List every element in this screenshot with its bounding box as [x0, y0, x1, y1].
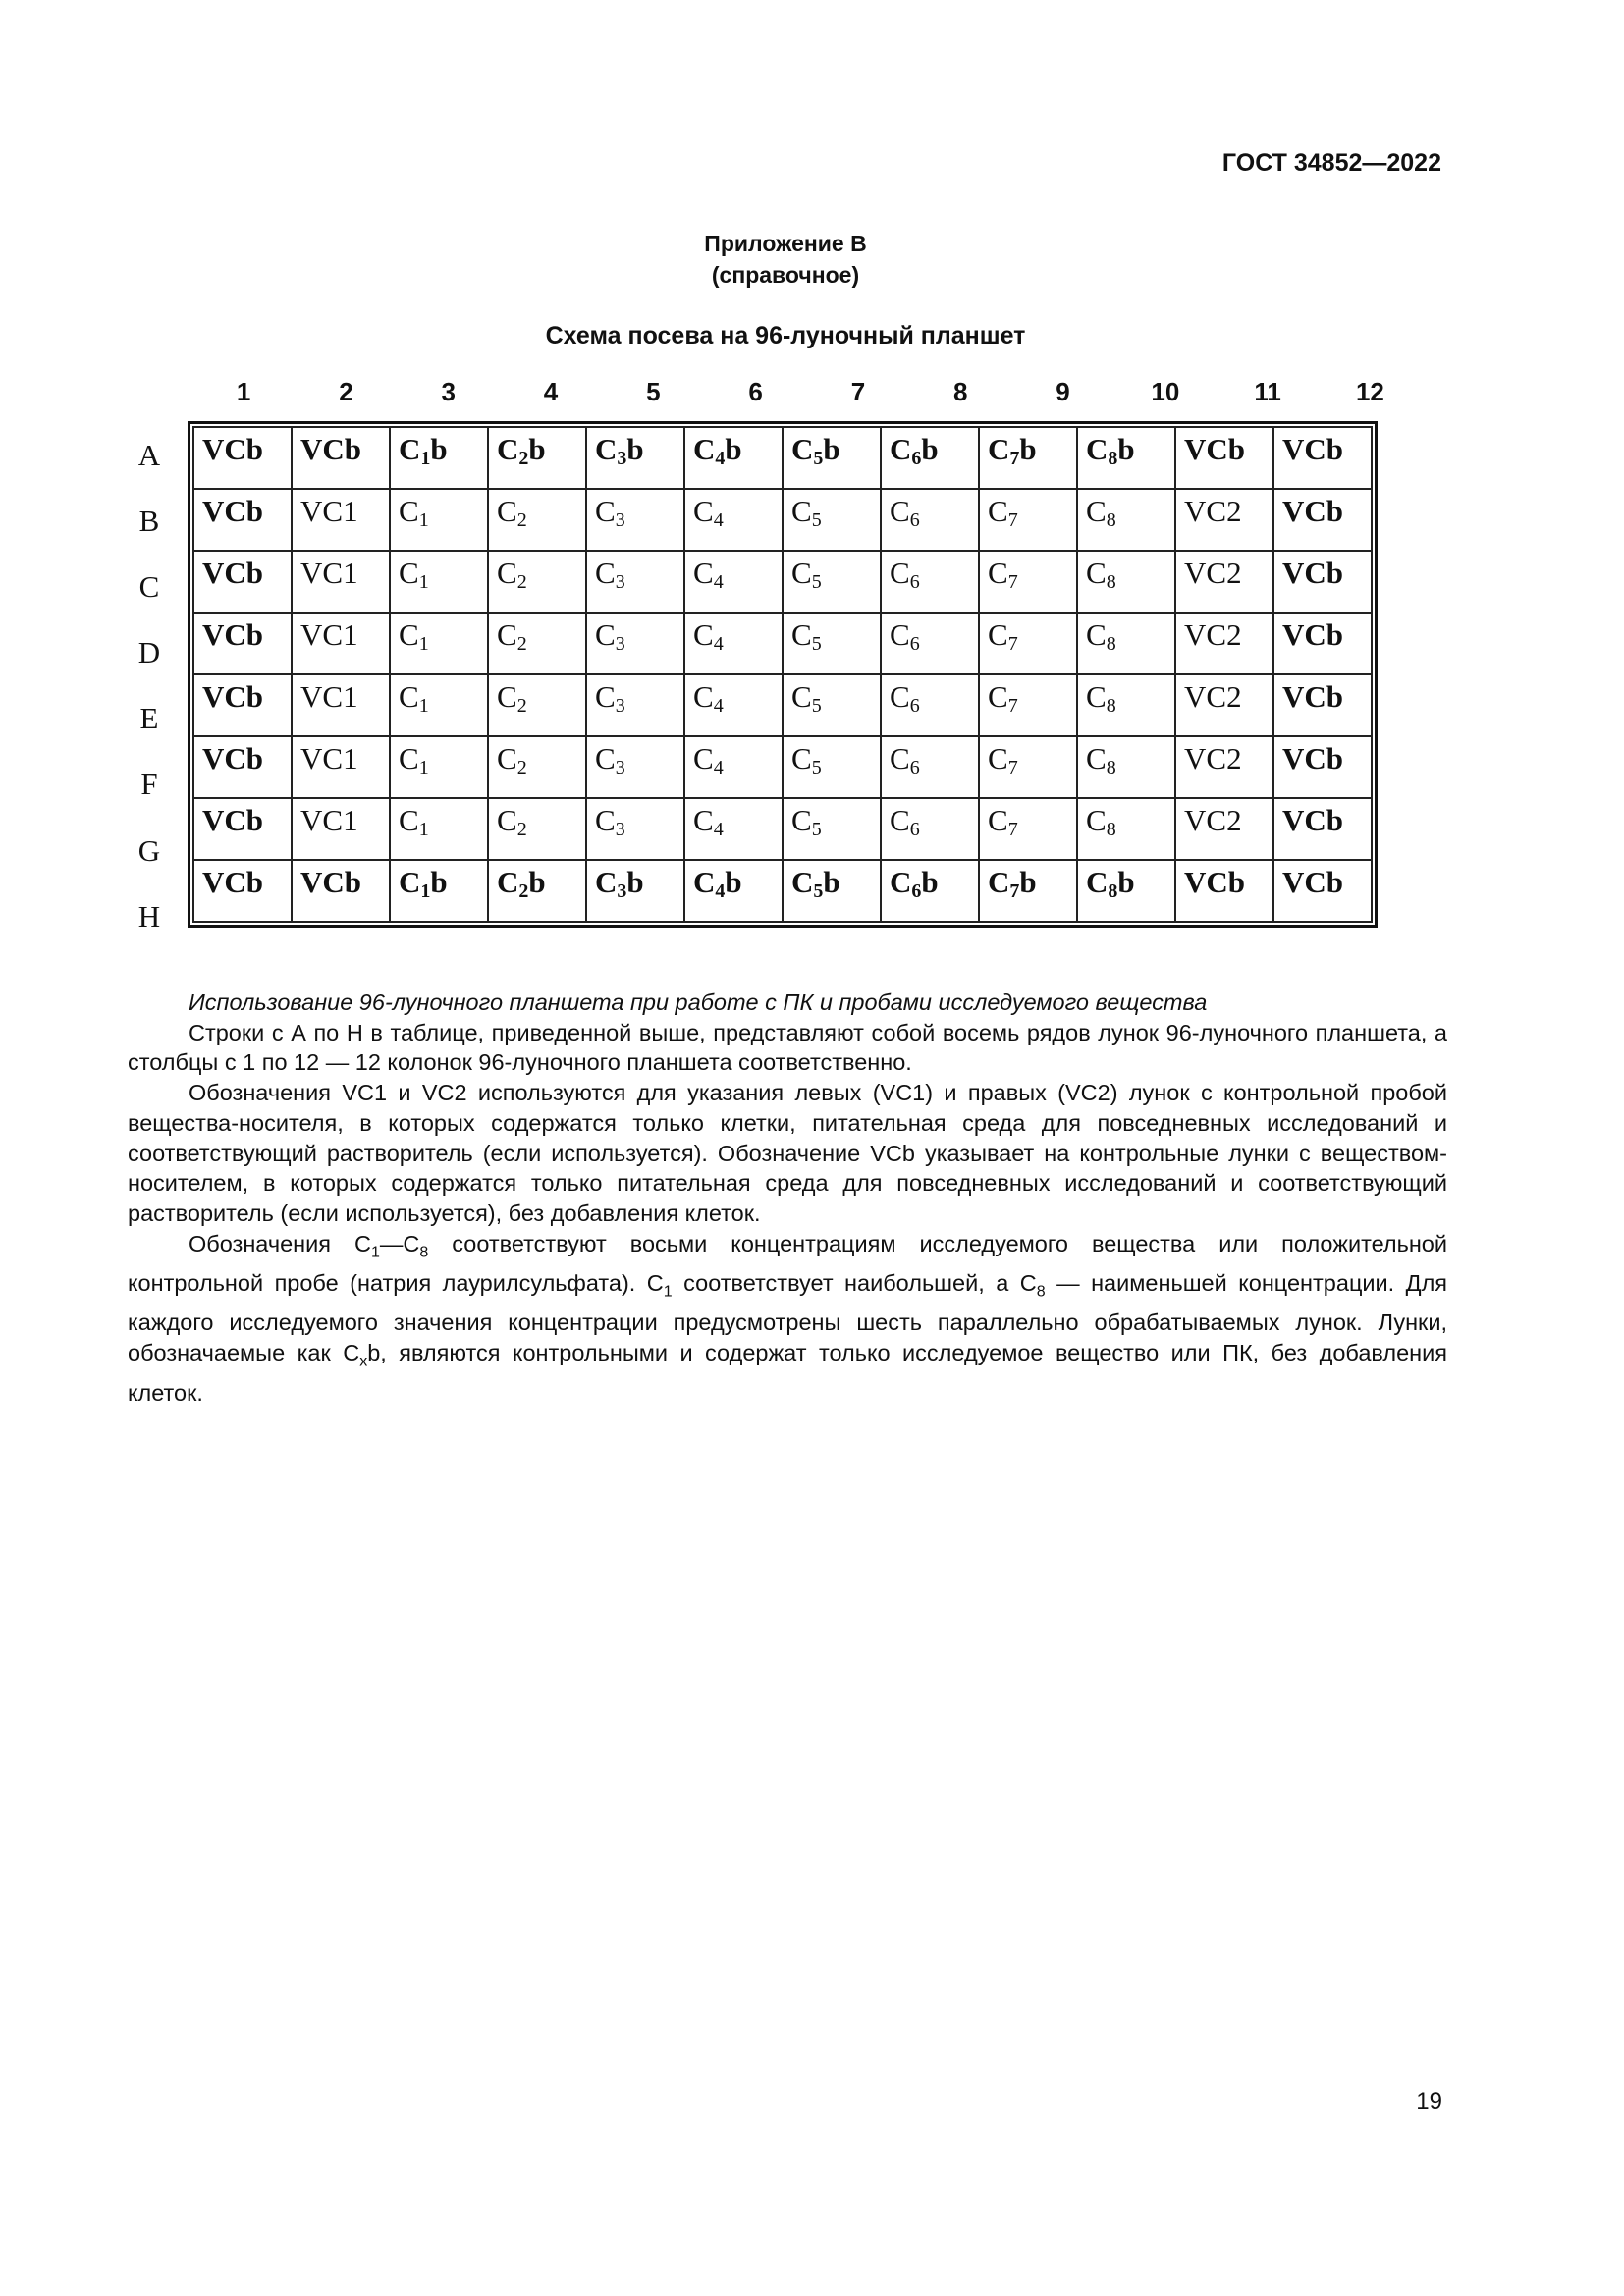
plate-well: $C_7$ [979, 798, 1077, 860]
plate-well: $C_3$ [586, 613, 684, 674]
column-header: 11 [1254, 377, 1281, 406]
plate-row [193, 551, 1372, 613]
plate-well: VCb [1175, 427, 1273, 489]
plate-well: $C_5$ [783, 736, 881, 798]
plate-well: VCb [1273, 798, 1372, 860]
annex-type: (справочное) [711, 262, 860, 288]
plate-well: VC2 [1175, 613, 1273, 674]
plate-well: $C_1b$ [390, 427, 488, 489]
plate-well: $C_8$ [1077, 489, 1175, 551]
column-header: 4 [543, 377, 559, 406]
column-header: 5 [646, 377, 661, 406]
row-header: F [140, 767, 158, 802]
column-header: 7 [850, 377, 866, 406]
annex-heading [0, 228, 1571, 291]
plate-well: $C_2b$ [488, 860, 586, 922]
column-header: 3 [441, 377, 456, 406]
plate-well: VCb [193, 736, 292, 798]
plate-well: $C_3$ [586, 736, 684, 798]
plate-well: $C_5$ [783, 674, 881, 736]
standard-number: ГОСТ 34852—2022 [1221, 149, 1441, 177]
plate-well: $C_6$ [881, 489, 979, 551]
plate-well: $C_6b$ [881, 427, 979, 489]
plate-well: $C_5$ [783, 613, 881, 674]
plate-row [193, 674, 1372, 736]
plate-well: VCb [1273, 427, 1372, 489]
plate-well: $C_7$ [979, 674, 1077, 736]
plate-well: $C_7b$ [979, 860, 1077, 922]
plate-well: $C_7$ [979, 489, 1077, 551]
plate-well: $C_2$ [488, 489, 586, 551]
row-header: B [138, 504, 160, 539]
plate-well: $C_1$ [390, 551, 488, 613]
plate-well: $C_1$ [390, 736, 488, 798]
plate-well: $C_6$ [881, 798, 979, 860]
plate-row [193, 489, 1372, 551]
plate-well: VCb [1273, 860, 1372, 922]
plate-well: $C_3$ [586, 798, 684, 860]
plate-well: $C_3$ [586, 489, 684, 551]
plate-well: $C_6$ [881, 736, 979, 798]
column-header: 9 [1056, 377, 1070, 406]
plate-well: VCb [1175, 860, 1273, 922]
paragraph-rows-columns: Строки с А по Н в таблице, приведенной выше, представляют собой восемь рядов лунок 96-луночного планшета, а столбцы с 1 по 12 — 12 колонок 96-луночного планшета соответственно. [128, 1019, 1447, 1076]
plate-well: $C_5$ [783, 489, 881, 551]
column-header: 12 [1355, 377, 1384, 406]
plate-well: $C_2$ [488, 613, 586, 674]
row-header: C [138, 569, 160, 605]
plate-well: $C_4b$ [684, 427, 783, 489]
plate-well: $C_4$ [684, 551, 783, 613]
column-header: 2 [339, 377, 353, 406]
plate-well: VC1 [292, 798, 390, 860]
plate-well: VCb [193, 551, 292, 613]
plate-well: $C_7b$ [979, 427, 1077, 489]
plate-well: VC2 [1175, 674, 1273, 736]
annex-title: Приложение В [704, 231, 867, 256]
plate-well: VCb [193, 613, 292, 674]
plate-row [193, 736, 1372, 798]
plate-well: VCb [292, 427, 390, 489]
body-text [128, 988, 1447, 1408]
plate-well: $C_3b$ [586, 860, 684, 922]
column-header: 8 [952, 377, 968, 406]
plate-well: VC1 [292, 736, 390, 798]
row-header: E [139, 701, 159, 736]
column-header: 6 [748, 377, 763, 406]
plate-well: VC1 [292, 613, 390, 674]
paragraph-vehicle-controls: Обозначения VC1 и VC2 используются для указания левых (VC1) и правых (VC2) лунок с контрольной пробой вещества-носителя, в которых содержатся только клетки, питательная среда для повседневных исследований и соответствующий растворитель (если используется). Обозначение VCb указывает на контрольные лунки с веществом-носителем, в которых содержатся только питательная среда для повседневных исследований и соответствующий растворитель (если используется), без добавления клеток. [128, 1080, 1447, 1226]
plate-well: VC2 [1175, 551, 1273, 613]
plate-well: $C_2$ [488, 798, 586, 860]
plate-well: VCb [193, 427, 292, 489]
plate-well: $C_8$ [1077, 674, 1175, 736]
plate-well: VC2 [1175, 489, 1273, 551]
plate-well: VCb [1273, 613, 1372, 674]
column-header: 10 [1151, 377, 1180, 406]
page-number: 19 [1416, 2088, 1442, 2114]
plate-well: VCb [1273, 551, 1372, 613]
row-headers [126, 426, 173, 953]
column-header: 1 [236, 377, 251, 406]
plate-well: VCb [292, 860, 390, 922]
plate-well: $C_7$ [979, 551, 1077, 613]
well-plate-table [192, 426, 1373, 923]
plate-well: VCb [193, 798, 292, 860]
plate-well: $C_3b$ [586, 427, 684, 489]
plate-well: $C_7$ [979, 613, 1077, 674]
plate-well: VC2 [1175, 736, 1273, 798]
plate-well: $C_1$ [390, 674, 488, 736]
paragraph-concentrations: Обозначения $С_1—С_8$ соответствуют восьми концентрациям исследуемого вещества или положительной контрольной пробе (натрия лаурилсульфата). $С_1$ соответствует наибольшей, а $С_8$ — наименьшей концентрации. Для каждого исследуемого значения концентрации предусмотрены шесть параллельно обрабатываемых лунок. Лунки, обозначаемые как $С_xb$, являются контрольными и содержат только исследуемое вещество или ПК, без добавления клеток. [128, 1230, 1448, 1406]
plate-well: $C_2$ [488, 551, 586, 613]
plate-well: $C_1b$ [390, 860, 488, 922]
plate-well: VCb [193, 860, 292, 922]
plate-row [193, 798, 1372, 860]
column-headers [192, 377, 1422, 412]
plate-well: $C_4$ [684, 489, 783, 551]
row-header: A [137, 438, 161, 472]
plate-well: $C_8$ [1077, 613, 1175, 674]
plate-well: $C_1$ [390, 489, 488, 551]
plate-well: $C_8b$ [1077, 860, 1175, 922]
plate-well: $C_5b$ [783, 860, 881, 922]
plate-well: $C_5b$ [783, 427, 881, 489]
plate-row [193, 860, 1372, 922]
plate-well: $C_7$ [979, 736, 1077, 798]
row-header: G [137, 832, 161, 868]
plate-well: VC1 [292, 551, 390, 613]
plate-well: $C_2$ [488, 736, 586, 798]
plate-well: $C_4$ [684, 674, 783, 736]
plate-well: VCb [1273, 489, 1372, 551]
row-header: D [137, 635, 161, 670]
plate-well: $C_6b$ [881, 860, 979, 922]
plate-well: $C_3$ [586, 551, 684, 613]
plate-well: VCb [193, 489, 292, 551]
plate-well: $C_1$ [390, 798, 488, 860]
plate-well: $C_4b$ [684, 860, 783, 922]
plate-well: $C_5$ [783, 798, 881, 860]
figure-caption: Использование 96-луночного планшета при работе с ПК и пробами исследуемого вещества [189, 989, 1208, 1015]
plate-well: $C_8$ [1077, 551, 1175, 613]
plate-well: $C_8$ [1077, 798, 1175, 860]
plate-well: VC2 [1175, 798, 1273, 860]
plate-well: $C_1$ [390, 613, 488, 674]
plate-well: VCb [193, 674, 292, 736]
plate-row [193, 427, 1372, 489]
figure-title: Схема посева на 96-луночный планшет [545, 322, 1026, 349]
row-header: H [137, 898, 161, 934]
plate-row [193, 613, 1372, 674]
plate-well: $C_6$ [881, 551, 979, 613]
plate-well: $C_4$ [684, 798, 783, 860]
plate-well: $C_5$ [783, 551, 881, 613]
plate-well: $C_2b$ [488, 427, 586, 489]
plate-well: $C_3$ [586, 674, 684, 736]
plate-well: VC1 [292, 674, 390, 736]
plate-well: VCb [1273, 674, 1372, 736]
plate-well: $C_4$ [684, 736, 783, 798]
plate-well: $C_8$ [1077, 736, 1175, 798]
plate-well: VCb [1273, 736, 1372, 798]
plate-well: $C_8b$ [1077, 427, 1175, 489]
plate-well: $C_6$ [881, 613, 979, 674]
plate-well: VC1 [292, 489, 390, 551]
plate-well: $C_4$ [684, 613, 783, 674]
plate-well: $C_6$ [881, 674, 979, 736]
plate-well: $C_2$ [488, 674, 586, 736]
